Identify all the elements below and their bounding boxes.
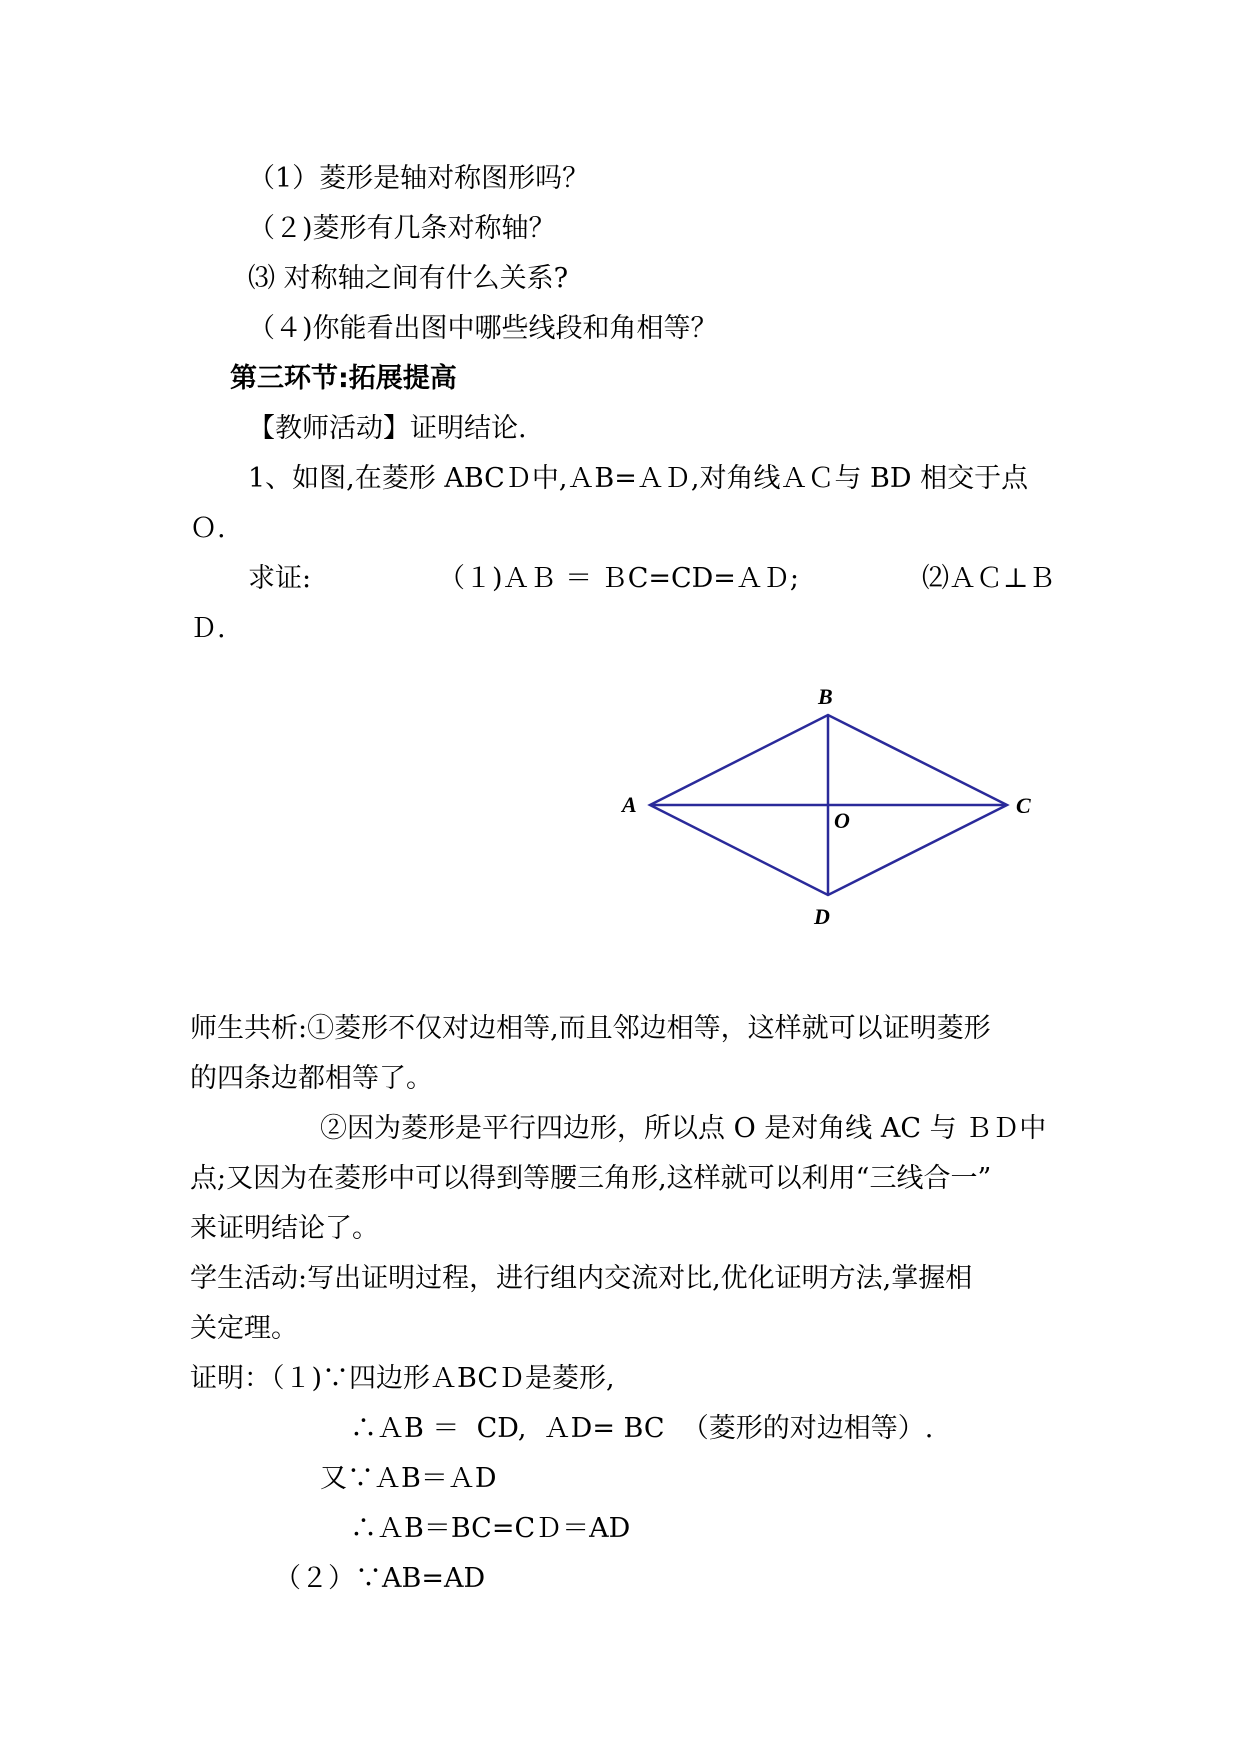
question-3: ⑶ 对称轴之间有什么关系?: [248, 263, 569, 294]
proof-line-3: 又∵ＡB＝ＡD: [320, 1463, 497, 1494]
prove-part-1: （１)ＡＢ ＝ ＢC=CD=ＡＤ;: [438, 563, 800, 594]
label-a: A: [622, 792, 637, 817]
section-heading: 第三环节:拓展提高: [230, 363, 457, 394]
proof-line-4: ∴ＡB＝BC=CＤ＝AD: [350, 1513, 631, 1544]
label-o: O: [834, 808, 850, 833]
prove-part-2-continued: Ｄ.: [190, 613, 226, 644]
problem-line-2: Ｏ.: [190, 513, 226, 544]
teacher-activity: 【教师活动】证明结论.: [248, 413, 527, 444]
analysis-line-1: 师生共析:①菱形不仅对边相等,而且邻边相等，这样就可以证明菱形: [190, 1013, 991, 1044]
prove-part-2: ⑵ＡＣ⊥Ｂ: [922, 563, 1056, 594]
label-b: B: [818, 684, 833, 709]
question-4: （４)你能看出图中哪些线段和角相等？: [248, 313, 718, 344]
proof-line-5: （２）∵AB=AD: [274, 1563, 486, 1594]
proof-line-2: ∴ＡB ＝ CD, ＡD= BC （菱形的对边相等）.: [350, 1413, 934, 1444]
problem-line-1: 1、如图,在菱形 ABCＤ中,ＡB=ＡＤ,对角线ＡＣ与 BD 相交于点: [248, 463, 1029, 494]
rhombus-figure: [600, 675, 1080, 955]
analysis-line-3: ②因为菱形是平行四边形，所以点 O 是对角线 AC 与 ＢＤ中: [320, 1113, 1047, 1144]
analysis-line-4: 点;又因为在菱形中可以得到等腰三角形,这样就可以利用“三线合一”: [190, 1163, 992, 1194]
label-d: D: [814, 904, 830, 929]
question-1: （1）菱形是轴对称图形吗？: [248, 163, 590, 194]
question-2: （２)菱形有几条对称轴？: [248, 213, 556, 244]
label-c: C: [1016, 793, 1031, 818]
student-activity-line-1: 学生活动:写出证明过程，进行组内交流对比,优化证明方法,掌握相: [190, 1263, 973, 1294]
prove-label: 求证:: [248, 563, 312, 594]
student-activity-line-2: 关定理。: [190, 1313, 298, 1344]
proof-line-1: 证明：（１)∵四边形ＡBCＤ是菱形,: [190, 1363, 615, 1394]
analysis-line-5: 来证明结论了。: [190, 1213, 379, 1244]
analysis-line-2: 的四条边都相等了。: [190, 1063, 433, 1094]
